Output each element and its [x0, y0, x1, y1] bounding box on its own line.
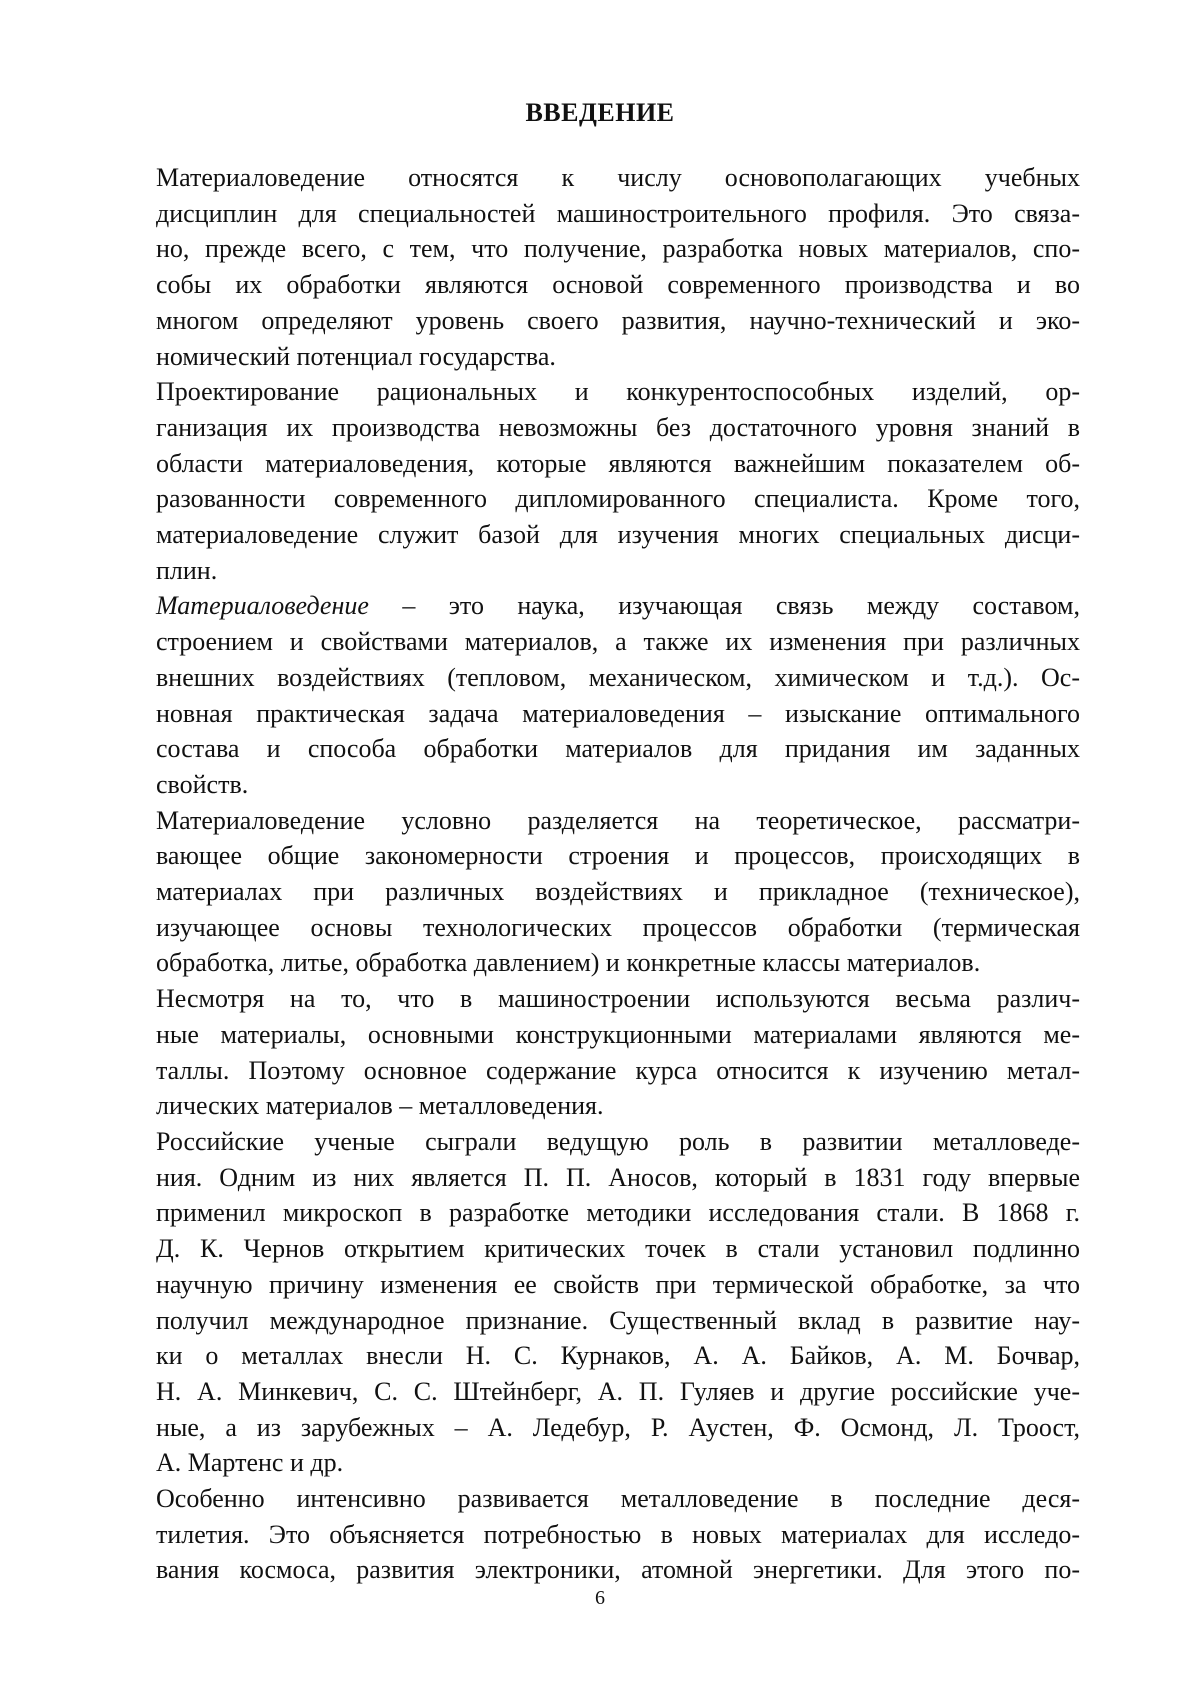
text-line: получил международное признание. Существенный вклад в развитие нау- — [156, 1305, 1080, 1335]
text-line: вания космоса, развития электроники, атомной энергетики. Для этого по- — [156, 1555, 1080, 1585]
text-line: Материаловедение условно разделяется на теоретическое, рассматри- — [156, 805, 1080, 835]
text-line: многом определяют уровень своего развития, научно-технический и эко- — [156, 305, 1080, 335]
text-line: собы их обработки являются основой современного производства и во — [156, 270, 1080, 300]
body-text — [98, 160, 1080, 1588]
text-line: Проектирование рациональных и конкурентоспособных изделий, ор- — [156, 377, 1080, 407]
text-line — [98, 588, 1080, 624]
text-line: ганизация их производства невозможны без достаточного уровня знаний в — [156, 412, 1080, 442]
paragraph-metals — [98, 981, 1080, 1124]
text-line: изучающее основы технологических процессов обработки (термическая — [156, 912, 1080, 942]
text-line: вающее общие закономерности строения и процессов, происходящих в — [156, 841, 1080, 871]
text-line: плин. — [156, 555, 218, 585]
paragraph-design — [98, 374, 1080, 588]
text-line: А. Мартенс и др. — [156, 1448, 344, 1478]
page-number: 6 — [595, 1587, 605, 1609]
section-heading: ВВЕДЕНИЕ — [525, 98, 675, 127]
text-line: применил микроскоп в разработке методики исследования стали. В 1868 г. — [156, 1198, 1080, 1228]
paragraph-recent — [98, 1481, 1080, 1588]
text-line: но, прежде всего, с тем, что получение, разработка новых материалов, спо- — [156, 234, 1080, 264]
text-line: Российские ученые сыграли ведущую роль в развитии металловеде- — [156, 1126, 1080, 1156]
text-line: номический потенциал государства. — [156, 341, 556, 371]
text-line: Материаловедение относятся к числу основополагающих учебных — [156, 163, 1080, 192]
text-line: обработка, литье, обработка давлением) и конкретные классы материалов. — [156, 948, 981, 978]
text-line: тилетия. Это объясняется потребностью в новых материалах для исследо- — [156, 1519, 1080, 1549]
text-line: ные, а из зарубежных – А. Ледебур, Р. Аустен, Ф. Осмонд, Л. Троост, — [156, 1412, 1080, 1442]
defined-term: Материаловедение — [156, 591, 369, 621]
text-line: ки о металлах внесли Н. С. Курнаков, А. А. Байков, А. М. Бочвар, — [156, 1341, 1080, 1371]
text-line: новная практическая задача материаловедения – изыскание оптимального — [156, 698, 1080, 728]
text-line: материаловедение служит базой для изучения многих специальных дисци- — [156, 520, 1080, 550]
text-line: таллы. Поэтому основное содержание курса относится к изучению метал- — [156, 1055, 1080, 1085]
text-line: внешних воздействиях (тепловом, механическом, химическом и т.д.). Ос- — [156, 662, 1080, 692]
text-line: области материаловедения, которые являются важнейшим показателем об- — [156, 448, 1080, 478]
paragraph-intro — [98, 160, 1080, 374]
paragraph-division — [98, 803, 1080, 982]
text-line: материалах при различных воздействиях и прикладное (техническое), — [156, 877, 1080, 907]
text-line: Д. К. Чернов открытием критических точек в стали установил подлинно — [156, 1234, 1080, 1264]
paragraph-definition — [98, 588, 1080, 802]
text-line: ные материалы, основными конструкционными материалами являются ме- — [156, 1019, 1080, 1049]
text-line: дисциплин для специальностей машиностроительного профиля. Это связа- — [156, 198, 1080, 228]
definition-text: – это наука, изучающая связь между составом, — [368, 591, 1080, 621]
text-line: разованности современного дипломированного специалиста. Кроме того, — [156, 484, 1080, 514]
text-line: Несмотря на то, что в машиностроении используются весьма различ- — [156, 984, 1080, 1014]
text-line: ния. Одним из них является П. П. Аносов, который в 1831 году впервые — [156, 1162, 1080, 1192]
text-line: состава и способа обработки материалов для придания им заданных — [156, 734, 1080, 764]
text-line: строением и свойствами материалов, а также их изменения при различных — [156, 627, 1080, 657]
paragraph-history — [98, 1124, 1080, 1481]
text-line: Н. А. Минкевич, С. С. Штейнберг, А. П. Гуляев и другие российские уче- — [156, 1376, 1080, 1406]
text-line: Особенно интенсивно развивается металловедение в последние деся- — [156, 1484, 1080, 1514]
text-line: научную причину изменения ее свойств при термической обработке, за что — [156, 1269, 1080, 1299]
text-line: свойств. — [156, 769, 249, 799]
text-line: лических материалов – металловедения. — [156, 1091, 604, 1121]
